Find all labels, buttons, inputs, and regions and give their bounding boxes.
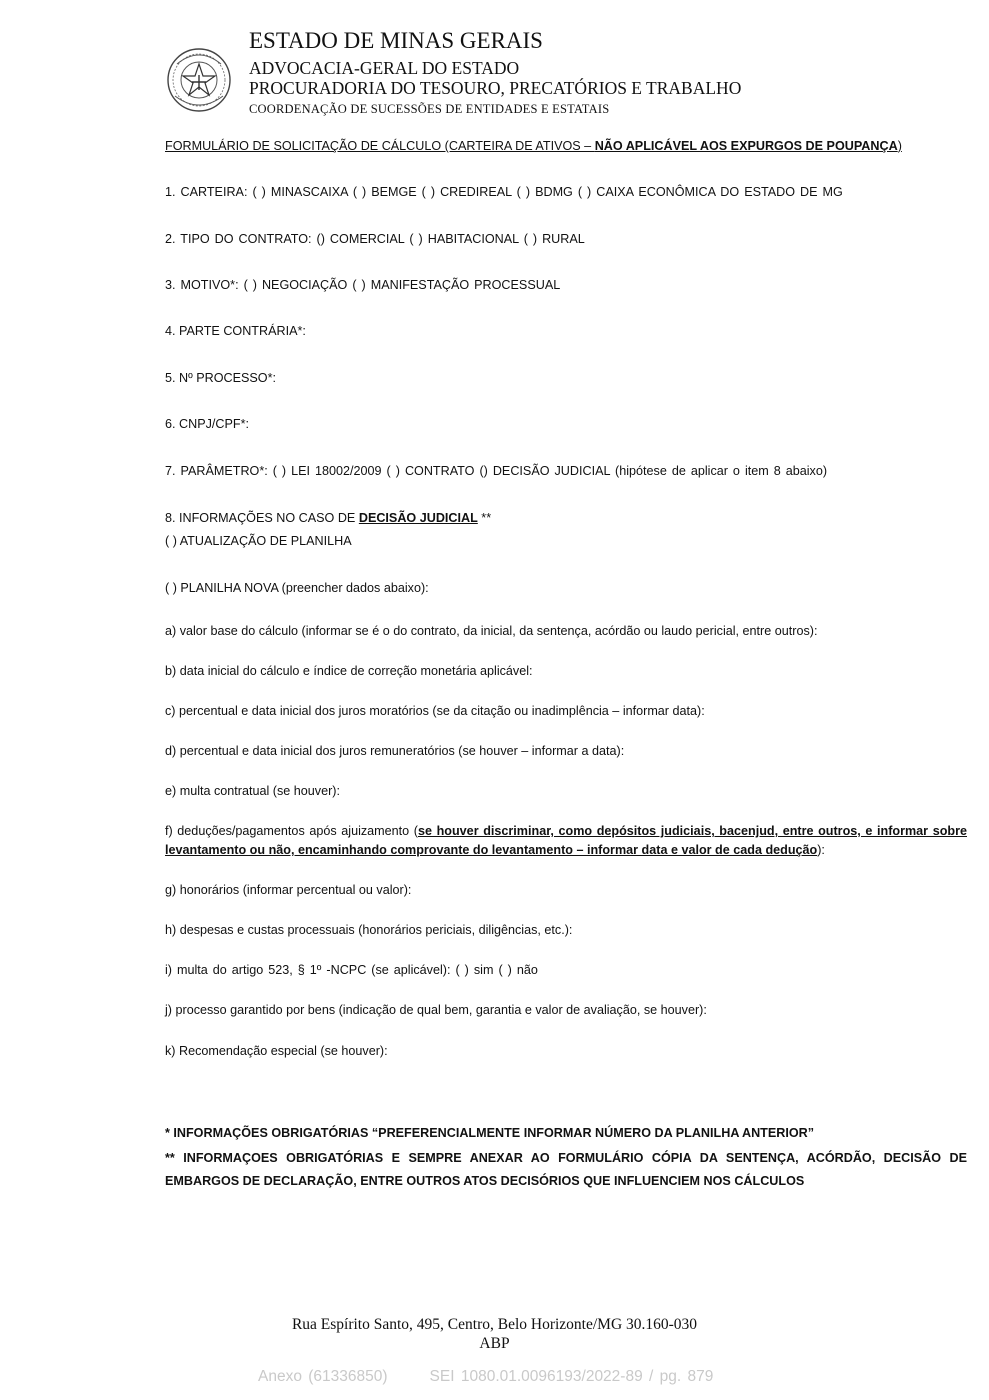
form-title-bold: NÃO APLICÁVEL AOS EXPURGOS DE POUPANÇA (594, 139, 898, 153)
form-title-prefix: FORMULÁRIO DE SOLICITAÇÃO DE CÁLCULO (CARTEIRA DE ATIVOS – (165, 139, 595, 153)
item-cnpj-cpf: 6. CNPJ/CPF*: (165, 417, 249, 431)
field-g: g) honorários (informar percentual ou valor): (165, 883, 412, 897)
header-state: ESTADO DE MINAS GERAIS (249, 28, 543, 53)
item-motivo: 3. MOTIVO*: ( ) NEGOCIAÇÃO ( ) MANIFESTAÇÃO PROCESSUAL (165, 278, 561, 292)
header-agency: ADVOCACIA-GERAL DO ESTADO (249, 58, 520, 78)
state-seal-emblem (165, 44, 233, 116)
field-f (165, 822, 967, 860)
field-f-prefix: f) deduções/pagamentos após ajuizamento ( (165, 824, 418, 838)
field-a: a) valor base do cálculo (informar se é o do contrato, da inicial, da sentença, acórdão ou laudo pericial, entre outros): (165, 624, 818, 638)
field-f-bold: se houver discriminar, como depósitos judiciais, bacenjud, entre outros, e informar sobre levantamento ou não, encaminhando comprovante do levantamento – informar data e valor de cada dedução (165, 824, 967, 857)
item-tipo-contrato: 2. TIPO DO CONTRATO: () COMERCIAL ( ) HABITACIONAL ( ) RURAL (165, 232, 585, 246)
item-parametro: 7. PARÂMETRO*: ( ) LEI 18002/2009 ( ) CONTRATO () DECISÃO JUDICIAL (hipótese de aplicar o item 8 abaixo) (165, 464, 828, 478)
header-coordination: COORDENAÇÃO DE SUCESSÕES DE ENTIDADES E ESTATAIS (249, 102, 610, 116)
form-title-suffix: ) (897, 139, 902, 153)
field-h: h) despesas e custas processuais (honorários periciais, diligências, etc.): (165, 923, 573, 937)
field-f-suffix: ): (817, 843, 825, 857)
item8-under: DECISÃO JUDICIAL (358, 511, 478, 525)
field-b: b) data inicial do cálculo e índice de correção monetária aplicável: (165, 664, 533, 678)
option-atualizacao: ( ) ATUALIZAÇÃO DE PLANILHA (165, 534, 352, 548)
field-d: d) percentual e data inicial dos juros remuneratórios (se houver – informar a data): (165, 744, 625, 758)
stamp-sei: SEI 1080.01.0096193/2022-89 / pg. 879 (429, 1368, 714, 1385)
field-i: i) multa do artigo 523, § 1º -NCPC (se aplicável): ( ) sim ( ) não (165, 963, 538, 977)
sei-stamp (258, 1368, 713, 1386)
item-parte-contraria: 4. PARTE CONTRÁRIA*: (165, 324, 306, 338)
note-required: * INFORMAÇÕES OBRIGATÓRIAS “PREFERENCIALMENTE INFORMAR NÚMERO DA PLANILHA ANTERIOR” (165, 1126, 815, 1140)
footer-initials: ABP (479, 1335, 510, 1352)
field-c: c) percentual e data inicial dos juros moratórios (se da citação ou inadimplência – informar data): (165, 704, 705, 718)
header-office: PROCURADORIA DO TESOURO, PRECATÓRIOS E TRABALHO (249, 78, 742, 98)
form-title (165, 137, 967, 156)
footer-address: Rua Espírito Santo, 495, Centro, Belo Horizonte/MG 30.160-030 (291, 1316, 698, 1333)
item8-prefix: 8. INFORMAÇÕES NO CASO DE (165, 511, 359, 525)
item8-suffix: ** (477, 511, 492, 525)
note-attach: ** INFORMAÇOES OBRIGATÓRIAS E SEMPRE ANEXAR AO FORMULÁRIO CÓPIA DA SENTENÇA, ACÓRDÃO, DECISÃO DE EMBARGOS DE DECLARAÇÃO, ENTRE OUTROS ATOS DECISÓRIOS QUE INFLUENCIEM NOS CÁLCULOS (165, 1151, 967, 1188)
item-decisao-judicial (165, 509, 967, 528)
option-planilha-nova: ( ) PLANILHA NOVA (preencher dados abaixo): (165, 581, 429, 595)
field-e: e) multa contratual (se houver): (165, 784, 340, 798)
field-j: j) processo garantido por bens (indicação de qual bem, garantia e valor de avaliação, se houver): (165, 1003, 707, 1017)
item-carteira: 1. CARTEIRA: ( ) MINASCAIXA ( ) BEMGE ( ) CREDIREAL ( ) BDMG ( ) CAIXA ECONÔMICA DO ESTADO DE MG (165, 185, 843, 199)
field-k: k) Recomendação especial (se houver): (165, 1044, 388, 1058)
item-processo: 5. Nº PROCESSO*: (165, 371, 276, 385)
stamp-annex: Anexo (61336850) (258, 1368, 388, 1385)
